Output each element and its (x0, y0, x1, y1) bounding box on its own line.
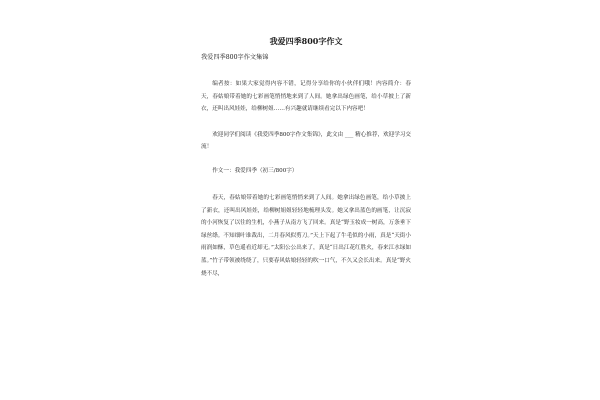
editor-note-paragraph: 编者按：如果大家觉得内容不错，记得分享给你的小伙伴们哦！内容简介：春天，春姑娘带着她的七彩画笔悄悄地来到了人间。她拿出绿色画笔，给小草披上了新衣，还叫出风娃娃，给柳树姐……有兴趣就请继续看完以下内容吧！ (201, 81, 411, 113)
welcome-paragraph: 欢迎同学们阅读《我爱四季800字作文集锦》，此文由 ___ 精心推荐，欢迎学习交流！ (201, 131, 412, 151)
document-content (201, 36, 411, 293)
document-title: 我爱四季800字作文 (269, 36, 343, 46)
document-subtitle: 我爱四季800字作文集锦 (201, 54, 269, 61)
essay-body-paragraph: 春天，春姑娘带着她的七彩画笔悄悄来到了人间。她拿出绿色画笔，给小草披上了新衣，还叫出风娃娃，给柳树姐姐轻轻地梳理头发。她又拿出蓝色的画笔，让沉寂的小河恢复了以往的生机，小燕子从南方飞了回来。真是“野玉妆成一树高，万条垂下绿丝绦。不知细叶谁裁出，二月春风似剪刀。”天上下起了牛毛似的小雨，真是“天街小雨润如酥，草色遥看近却无。”太阳公公出来了，真是“日出江花红胜火，春来江水绿如蓝。”竹子带领被绕绕了，只要春风姑娘轻轻的吹一口气，不久又会长出来。真是“野火烧不尽， (201, 194, 411, 277)
essay-heading: 作文一：我爱四季（初三/800字） (212, 167, 298, 174)
